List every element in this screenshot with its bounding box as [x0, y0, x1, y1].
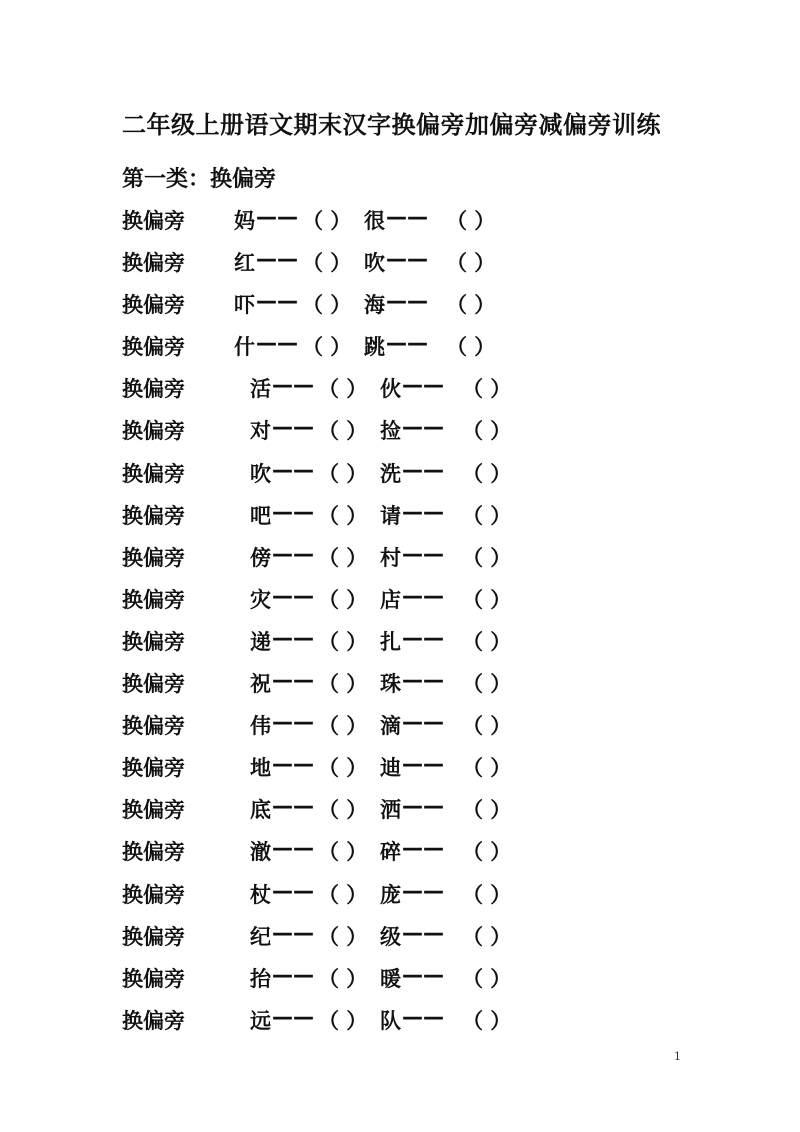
source-char: 店	[380, 587, 401, 612]
source-char: 滴	[380, 714, 401, 739]
row-label: 换偏旁	[122, 587, 185, 612]
answer-blank[interactable]: （ ）	[318, 966, 368, 991]
source-char: 珠	[380, 672, 401, 697]
dash: ——	[272, 541, 314, 566]
source-char: 扎	[380, 629, 401, 654]
source-char: 抬	[250, 966, 271, 991]
dash: ——	[402, 962, 444, 987]
dash: ——	[272, 625, 314, 650]
row-label: 换偏旁	[122, 924, 185, 949]
source-char: 海	[364, 293, 385, 318]
source-char: 对	[250, 419, 271, 444]
source-char: 傍	[250, 545, 271, 570]
section-heading: 第一类：换偏旁	[122, 167, 277, 192]
source-char: 底	[250, 798, 271, 823]
answer-blank[interactable]: （ ）	[318, 587, 368, 612]
answer-blank[interactable]: （ ）	[318, 629, 368, 654]
answer-blank[interactable]: （ ）	[462, 756, 512, 781]
source-char: 什	[234, 335, 255, 360]
answer-blank[interactable]: （ ）	[318, 714, 368, 739]
source-char: 活	[250, 377, 271, 402]
row-label: 换偏旁	[122, 293, 185, 318]
dash: ——	[272, 415, 314, 440]
source-char: 暖	[380, 966, 401, 991]
answer-blank[interactable]: （ ）	[302, 293, 352, 318]
dash: ——	[402, 1004, 444, 1029]
answer-blank[interactable]: （ ）	[446, 209, 496, 233]
answer-blank[interactable]: （ ）	[318, 461, 368, 486]
source-char: 洗	[380, 461, 401, 486]
dash: ——	[386, 331, 428, 356]
answer-blank[interactable]: （ ）	[302, 251, 352, 276]
dash: ——	[272, 836, 314, 861]
source-char: 碎	[380, 840, 401, 865]
source-char: 庞	[380, 882, 401, 907]
source-char: 跳	[364, 335, 385, 360]
source-char: 吹	[250, 461, 271, 486]
source-char: 吧	[250, 503, 271, 528]
row-label: 换偏旁	[122, 966, 185, 991]
answer-blank[interactable]: （ ）	[462, 966, 512, 991]
answer-blank[interactable]: （ ）	[462, 377, 512, 402]
row-label: 换偏旁	[122, 882, 185, 907]
answer-blank[interactable]: （ ）	[318, 924, 368, 949]
answer-blank[interactable]: （ ）	[462, 587, 512, 612]
dash: ——	[386, 205, 428, 229]
answer-blank[interactable]: （ ）	[318, 756, 368, 781]
source-char: 队	[380, 1008, 401, 1033]
dash: ——	[402, 752, 444, 777]
dash: ——	[256, 205, 298, 229]
source-char: 祝	[250, 672, 271, 697]
source-char: 灾	[250, 587, 271, 612]
answer-blank[interactable]: （ ）	[462, 882, 512, 907]
answer-blank[interactable]: （ ）	[462, 629, 512, 654]
source-char: 捡	[380, 419, 401, 444]
dash: ——	[402, 794, 444, 819]
page-number: 1	[674, 1050, 681, 1063]
dash: ——	[402, 878, 444, 903]
dash: ——	[402, 836, 444, 861]
dash: ——	[272, 920, 314, 945]
row-label: 换偏旁	[122, 335, 185, 360]
answer-blank[interactable]: （ ）	[462, 419, 512, 444]
source-char: 妈	[234, 209, 255, 233]
row-label: 换偏旁	[122, 756, 185, 781]
row-label: 换偏旁	[122, 209, 185, 233]
dash: ——	[402, 541, 444, 566]
dash: ——	[272, 668, 314, 693]
row-label: 换偏旁	[122, 1008, 185, 1033]
dash: ——	[402, 457, 444, 482]
answer-blank[interactable]: （ ）	[318, 545, 368, 570]
dash: ——	[402, 710, 444, 735]
source-char: 伟	[250, 714, 271, 739]
answer-blank[interactable]: （ ）	[462, 1008, 512, 1033]
source-char: 杖	[250, 882, 271, 907]
dash: ——	[256, 289, 298, 314]
row-label: 换偏旁	[122, 672, 185, 697]
source-char: 迪	[380, 756, 401, 781]
row-label: 换偏旁	[122, 629, 185, 654]
source-char: 地	[250, 756, 271, 781]
row-label: 换偏旁	[122, 251, 185, 276]
answer-blank[interactable]: （ ）	[318, 377, 368, 402]
answer-blank[interactable]: （ ）	[462, 798, 512, 823]
dash: ——	[272, 457, 314, 482]
dash: ——	[256, 331, 298, 356]
row-label: 换偏旁	[122, 714, 185, 739]
answer-blank[interactable]: （ ）	[318, 798, 368, 823]
answer-blank[interactable]: （ ）	[446, 251, 496, 276]
source-char: 村	[380, 545, 401, 570]
answer-blank[interactable]: （ ）	[318, 503, 368, 528]
dash: ——	[402, 415, 444, 440]
source-char: 远	[250, 1008, 271, 1033]
dash: ——	[402, 499, 444, 524]
dash: ——	[272, 499, 314, 524]
row-label: 换偏旁	[122, 419, 185, 444]
answer-blank[interactable]: （ ）	[462, 503, 512, 528]
row-label: 换偏旁	[122, 545, 185, 570]
dash: ——	[256, 247, 298, 272]
answer-blank[interactable]: （ ）	[462, 461, 512, 486]
source-char: 吓	[234, 293, 255, 318]
dash: ——	[402, 373, 444, 398]
dash: ——	[272, 710, 314, 735]
answer-blank[interactable]: （ ）	[462, 924, 512, 949]
page-title: 二年级上册语文期末汉字换偏旁加偏旁减偏旁训练	[122, 111, 661, 139]
source-char: 级	[380, 924, 401, 949]
answer-blank[interactable]: （ ）	[462, 840, 512, 865]
answer-blank[interactable]: （ ）	[318, 419, 368, 444]
dash: ——	[272, 1004, 314, 1029]
dash: ——	[272, 752, 314, 777]
dash: ——	[272, 962, 314, 987]
source-char: 洒	[380, 798, 401, 823]
row-label: 换偏旁	[122, 503, 185, 528]
dash: ——	[272, 878, 314, 903]
source-char: 伙	[380, 377, 401, 402]
answer-blank[interactable]: （ ）	[302, 335, 352, 360]
row-label: 换偏旁	[122, 840, 185, 865]
source-char: 吹	[364, 251, 385, 276]
source-char: 请	[380, 503, 401, 528]
dash: ——	[386, 289, 428, 314]
source-char: 很	[364, 209, 385, 233]
dash: ——	[272, 583, 314, 608]
source-char: 澈	[250, 840, 271, 865]
dash: ——	[402, 920, 444, 945]
answer-blank[interactable]: （ ）	[462, 672, 512, 697]
dash: ——	[402, 583, 444, 608]
row-label: 换偏旁	[122, 461, 185, 486]
answer-blank[interactable]: （ ）	[462, 714, 512, 739]
answer-blank[interactable]: （ ）	[318, 1008, 368, 1033]
answer-blank[interactable]: （ ）	[302, 209, 352, 233]
row-label: 换偏旁	[122, 798, 185, 823]
dash: ——	[402, 625, 444, 650]
answer-blank[interactable]: （ ）	[446, 293, 496, 318]
answer-blank[interactable]: （ ）	[318, 882, 368, 907]
dash: ——	[386, 247, 428, 272]
source-char: 递	[250, 629, 271, 654]
row-label: 换偏旁	[122, 377, 185, 402]
source-char: 纪	[250, 924, 271, 949]
source-char: 红	[234, 251, 255, 276]
answer-blank[interactable]: （ ）	[446, 335, 496, 360]
answer-blank[interactable]: （ ）	[318, 672, 368, 697]
dash: ——	[402, 668, 444, 693]
answer-blank[interactable]: （ ）	[462, 545, 512, 570]
dash: ——	[272, 373, 314, 398]
answer-blank[interactable]: （ ）	[318, 840, 368, 865]
dash: ——	[272, 794, 314, 819]
